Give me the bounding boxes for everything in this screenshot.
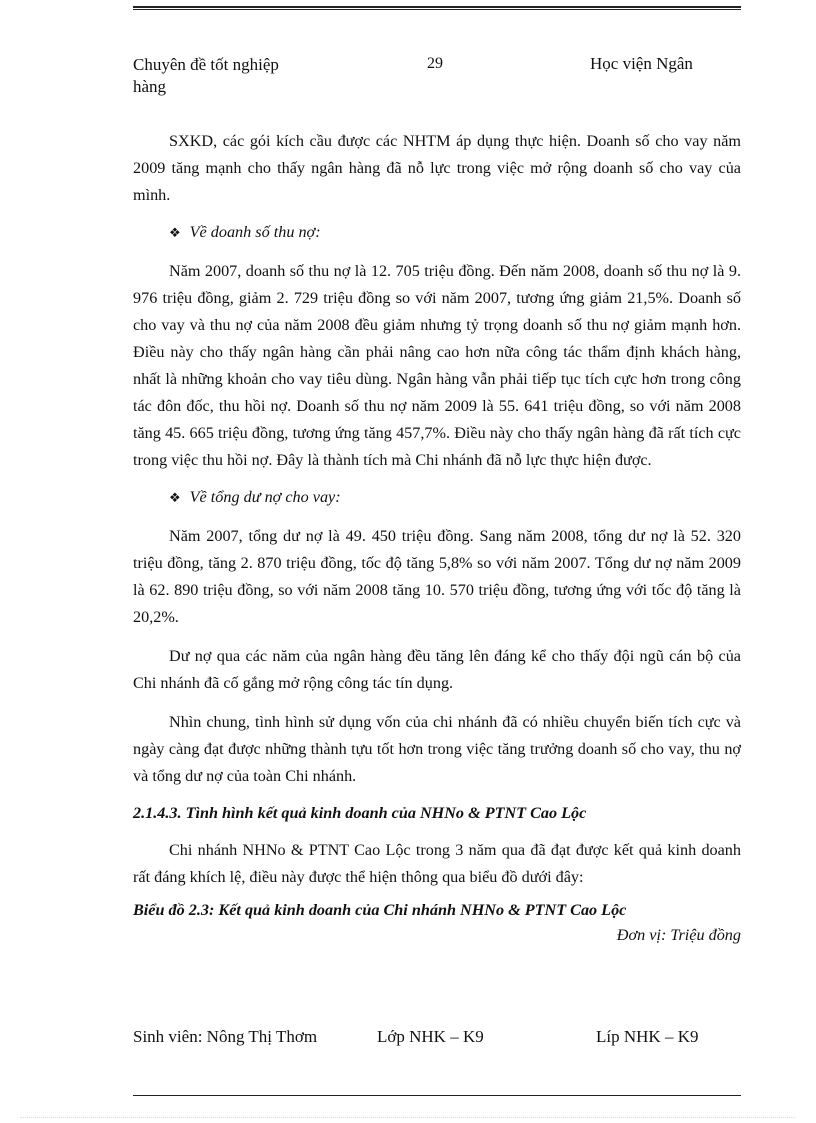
footer-class-1: Lớp NHK – K9	[377, 1027, 484, 1046]
footer-student: Sinh viên: Nông Thị Thơm	[133, 1027, 318, 1046]
paragraph-3: Năm 2007, tổng dư nợ là 49. 450 triệu đồng. Sang năm 2008, tổng dư nợ là 52. 320 triệu đồng, tăng 2. 870 triệu đồng, tốc độ tăng 5,8% so với năm 2007. Tổng dư nợ năm 2009 là 62. 890 triệu đồng, so với năm 2008 tăng 10. 570 triệu đồng, tương ứng với tốc độ tăng là 20,2%.	[133, 527, 741, 626]
section-heading: 2.1.4.3. Tình hình kết quả kinh doanh của NHNo & PTNT Cao Lộc	[133, 804, 587, 822]
bullet-item-1	[133, 219, 741, 246]
unit-label: Đơn vị: Triệu đồng	[616, 926, 741, 944]
diamond-bullet-icon: ❖	[169, 225, 181, 240]
footer-class-2: Líp NHK – K9	[596, 1027, 699, 1046]
header-right: Học viện Ngân	[590, 54, 693, 73]
diamond-bullet-icon: ❖	[169, 490, 181, 505]
paragraph-4: Dư nợ qua các năm của ngân hàng đều tăng lên đáng kể cho thấy đội ngũ cán bộ của Chi nhánh đã cố gắng mở rộng công tác tín dụng.	[133, 647, 741, 692]
bullet-label-1: Về doanh số thu nợ:	[189, 223, 321, 241]
header-left-line2: hàng	[133, 77, 167, 96]
chart-caption: Biểu đồ 2.3: Kết quả kinh doanh của Chi nhánh NHNo & PTNT Cao Lộc	[133, 901, 627, 919]
bullet-label-2: Về tổng dư nợ cho vay:	[189, 488, 341, 506]
paragraph-2: Năm 2007, doanh số thu nợ là 12. 705 triệu đồng. Đến năm 2008, doanh số thu nợ là 9. 976 triệu đồng, giảm 2. 729 triệu đồng so với năm 2007, tương ứng giảm 21,5%. Doanh số cho vay và thu nợ của năm 2008 đều giảm nhưng tỷ trọng doanh số thu nợ giảm mạnh hơn. Điều này cho thấy ngân hàng cần phải nâng cao hơn nữa công tác thẩm định khách hàng, nhất là những khoản cho vay tiêu dùng. Ngân hàng vẫn phải tiếp tục tích cực hơn trong công tác đôn đốc, thu hồi nợ. Doanh số thu nợ năm 2009 là 55. 641 triệu đồng, so với năm 2008 tăng 45. 665 triệu đồng, tương ứng tăng 457,7%. Điều này cho thấy ngân hàng đã rất tích cực trong việc thu hồi nợ. Đây là thành tích mà Chi nhánh đã nỗ lực thực hiện được.	[133, 262, 741, 469]
header-rule	[133, 6, 741, 10]
paragraph-6: Chi nhánh NHNo & PTNT Cao Lộc trong 3 năm qua đã đạt được kết quả kinh doanh rất đáng khích lệ, điều này được thể hiện thông qua biểu đồ dưới đây:	[133, 841, 741, 886]
paragraph-5: Nhìn chung, tình hình sử dụng vốn của chi nhánh đã có nhiều chuyển biến tích cực và ngày càng đạt được những thành tựu tốt hơn trong việc tăng trưởng doanh số cho vay, thu nợ và tổng dư nợ của toàn Chi nhánh.	[133, 713, 741, 785]
page-number: 29	[427, 55, 443, 72]
page-edge-divider	[20, 1117, 796, 1118]
bullet-item-2	[133, 484, 741, 511]
header-left-line1: Chuyên đề tốt nghiệp	[133, 55, 279, 74]
page-body	[133, 128, 741, 947]
paragraph-1: SXKD, các gói kích cầu được các NHTM áp dụng thực hiện. Doanh số cho vay năm 2009 tăng mạnh cho thấy ngân hàng đã nỗ lực trong việc mở rộng doanh số cho vay của mình.	[133, 132, 741, 204]
header-left	[133, 54, 333, 98]
footer-rule	[133, 1095, 741, 1096]
